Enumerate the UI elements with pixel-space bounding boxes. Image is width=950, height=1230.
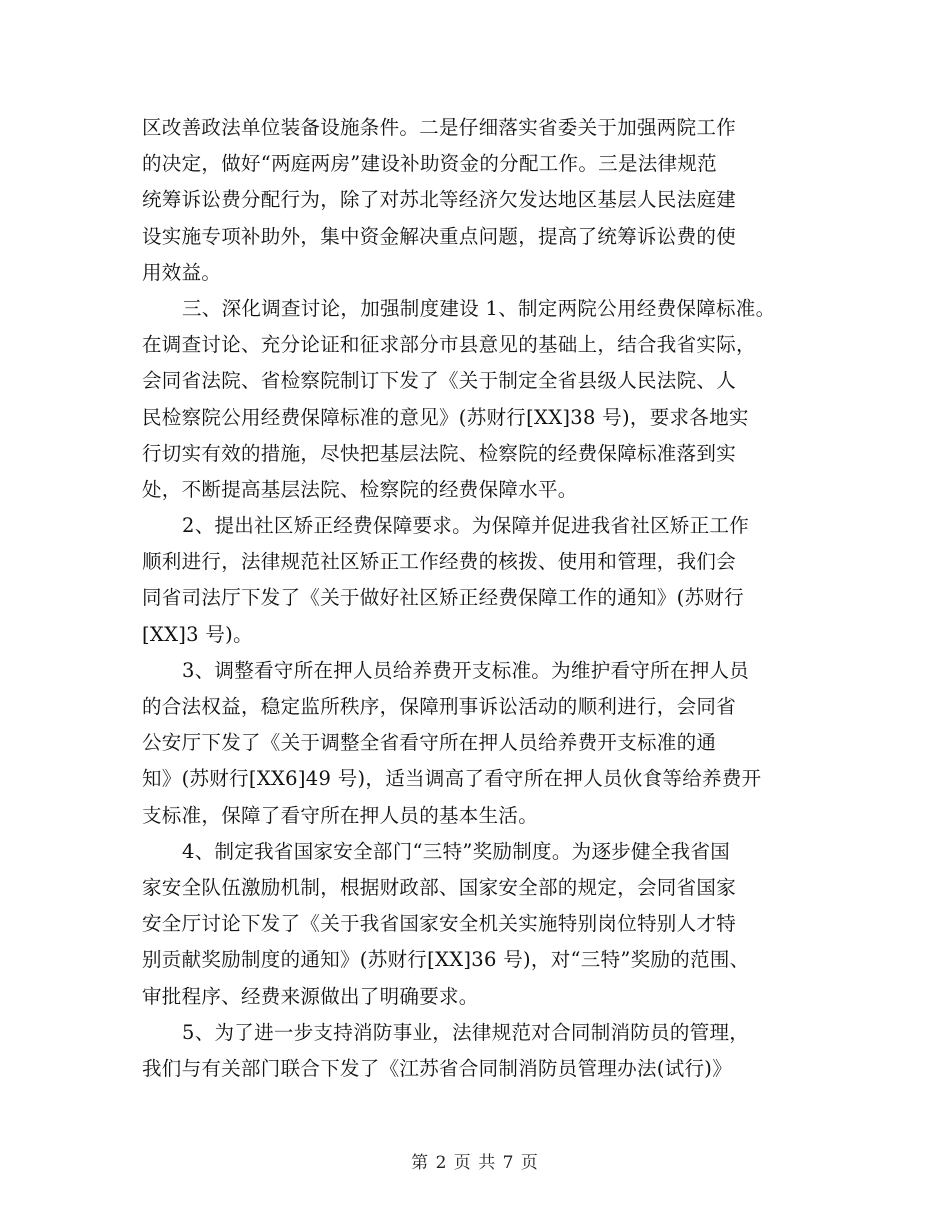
page-footer: 第 2 页 共 7 页 [411, 1153, 539, 1173]
text-line: 行切实有效的措施，尽快把基层法院、检察院的经费保障标准落到实 [142, 441, 737, 465]
document-body [142, 110, 832, 1087]
text-line: 别贡献奖励制度的通知》(苏财行[XX]36 号)，对“三特”奖励的范围、 [142, 948, 750, 972]
text-line: 顺利进行，法律规范社区矫正工作经费的核拨、使用和管理，我们会 [142, 550, 737, 574]
text-line: 用效益。 [142, 260, 222, 284]
text-line: 的合法权益，稳定监所秩序，保障刑事诉讼活动的顺利进行，会同省 [142, 695, 737, 718]
text-line: 审批程序、经费来源做出了明确要求。 [142, 984, 479, 1008]
text-line: 统筹诉讼费分配行为，除了对苏北等经济欠发达地区基层人民法庭建 [142, 188, 737, 212]
paragraph-first-line: 3、调整看守所在押人员给养费开支标准。为维护看守所在押人员 [182, 658, 750, 682]
text-line: 民检察院公用经费保障标准的意见》(苏财行[XX]38 号)，要求各地实 [142, 405, 749, 429]
text-line: 家安全队伍激励机制，根据财政部、国家安全部的规定，会同省国家 [142, 875, 737, 899]
text-line: 区改善政法单位装备设施条件。二是仔细落实省委关于加强两院工作 [142, 116, 737, 139]
paragraph-first-line: 三、深化调查讨论，加强制度建设 1、制定两院公用经费保障标准。 [182, 296, 776, 320]
paragraph-first-line: 5、为了进一步支持消防事业，法律规范对合同制消防员的管理， [182, 1020, 750, 1044]
text-line: 会同省法院、省检察院制订下发了《关于制定全省县级人民法院、人 [142, 369, 737, 393]
text-line: 的决定，做好“两庭两房”建设补助资金的分配工作。三是法律规范 [142, 152, 717, 176]
paragraph-first-line: 4、制定我省国家安全部门“三特”奖励制度。为逐步健全我省国 [182, 839, 731, 863]
text-line: 在调查讨论、充分论证和征求部分市县意见的基础上，结合我省实际， [142, 333, 756, 357]
text-line: 设实施专项补助外，集中资金解决重点问题，提高了统筹诉讼费的使 [142, 224, 737, 248]
text-line: 处，不断提高基层法院、检察院的经费保障水平。 [142, 477, 578, 501]
text-line: 同省司法厅下发了《关于做好社区矫正经费保障工作的通知》(苏财行 [142, 586, 744, 610]
paragraph-first-line: 2、提出社区矫正经费保障要求。为保障并促进我省社区矫正工作 [182, 514, 750, 538]
text-line: 我们与有关部门联合下发了《江苏省合同制消防员管理办法(试行)》 [142, 1056, 733, 1080]
text-line: [XX]3 号)。 [142, 622, 253, 646]
text-line: 公安厅下发了《关于调整全省看守所在押人员给养费开支标准的通 [142, 731, 717, 755]
text-line: 安全厅讨论下发了《关于我省国家安全机关实施特别岗位特别人才特 [142, 912, 737, 936]
text-line: 知》(苏财行[XX6]49 号)，适当调高了看守所在押人员伙食等给养费开 [142, 767, 762, 791]
text-line: 支标准，保障了看守所在押人员的基本生活。 [142, 803, 539, 827]
